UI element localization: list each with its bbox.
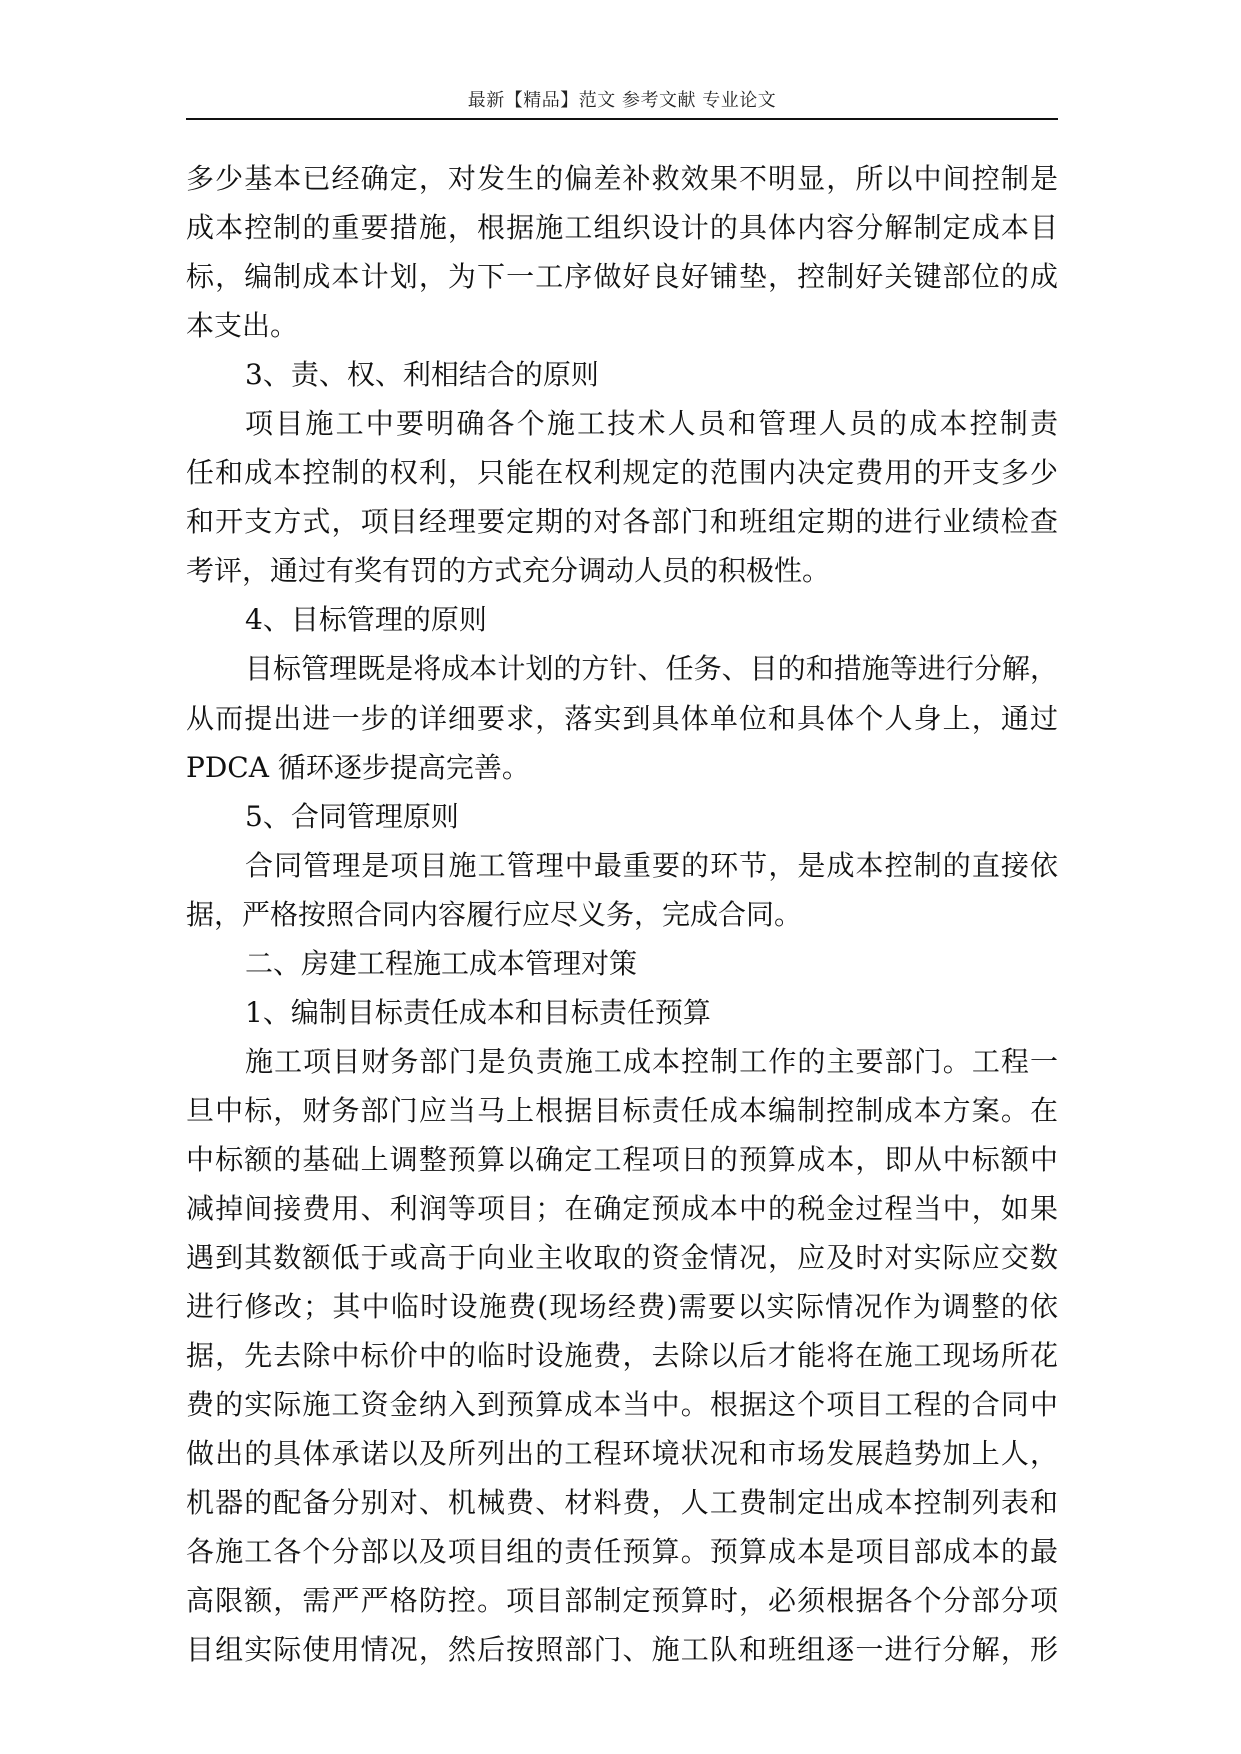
text-line: 合同管理是项目施工管理中最重要的环节，是成本控制的直接依 (245, 848, 1058, 882)
text-line: PDCA 循环逐步提高完善。 (186, 750, 530, 784)
text-line: 各施工各个分部以及项目组的责任预算。预算成本是项目部成本的最 (186, 1535, 1058, 1569)
text-line: 本支出。 (186, 309, 299, 343)
text-line: 目标管理既是将成本计划的方针、任务、目的和措施等进行分解， (245, 652, 1058, 686)
text-line: 施工项目财务部门是负责施工成本控制工作的主要部门。工程一 (245, 1044, 1058, 1078)
header-divider (186, 118, 1058, 120)
text-line: 任和成本控制的权利，只能在权利规定的范围内决定费用的开支多少 (186, 456, 1058, 490)
text-line: 成本控制的重要措施，根据施工组织设计的具体内容分解制定成本目 (186, 211, 1058, 245)
document-body (186, 154, 1058, 1674)
text-line: 项目施工中要明确各个施工技术人员和管理人员的成本控制责 (245, 407, 1058, 441)
text-line: 据，严格按照合同内容履行应尽义务，完成合同。 (186, 897, 803, 931)
text-line: 考评，通过有奖有罚的方式充分调动人员的积极性。 (186, 554, 831, 588)
text-line: 进行修改；其中临时设施费(现场经费)需要以实际情况作为调整的依 (186, 1290, 1058, 1324)
text-line: 目组实际使用情况，然后按照部门、施工队和班组逐一进行分解，形 (186, 1633, 1058, 1667)
text-line: 二、房建工程施工成本管理对策 (245, 946, 638, 980)
text-line: 和开支方式，项目经理要定期的对各部门和班组定期的进行业绩检查 (186, 505, 1058, 539)
text-line: 高限额，需严严格防控。项目部制定预算时，必须根据各个分部分项 (186, 1584, 1058, 1618)
text-line: 中标额的基础上调整预算以确定工程项日的预算成本，即从中标额中 (186, 1142, 1058, 1176)
text-line: 做出的具体承诺以及所列出的工程环境状况和市场发展趋势加上人， (186, 1437, 1058, 1471)
text-line: 标，编制成本计划，为下一工序做好良好铺垫，控制好关键部位的成 (186, 260, 1058, 294)
text-line: 4、目标管理的原则 (245, 603, 487, 637)
text-line: 据，先去除中标价中的临时设施费，去除以后才能将在施工现场所花 (186, 1339, 1058, 1373)
text-line: 3、责、权、利相结合的原则 (245, 358, 599, 392)
text-line: 减掉间接费用、利润等项目；在确定预成本中的税金过程当中，如果 (186, 1191, 1058, 1225)
text-line: 费的实际施工资金纳入到预算成本当中。根据这个项目工程的合同中 (186, 1388, 1058, 1422)
text-line: 旦中标，财务部门应当马上根据目标责任成本编制控制成本方案。在 (186, 1093, 1058, 1127)
text-line: 多少基本已经确定，对发生的偏差补救效果不明显，所以中间控制是 (186, 162, 1058, 195)
text-line: 5、合同管理原则 (245, 799, 459, 833)
page-header: 最新【精品】范文 参考文献 专业论文 (467, 90, 777, 111)
text-line: 从而提出进一步的详细要求，落实到具体单位和具体个人身上，通过 (186, 701, 1058, 735)
text-line: 机器的配备分别对、机械费、材料费，人工费制定出成本控制列表和 (186, 1486, 1058, 1520)
text-line: 1、编制目标责任成本和目标责任预算 (245, 995, 711, 1029)
text-line: 遇到其数额低于或高于向业主收取的资金情况，应及时对实际应交数 (186, 1241, 1058, 1275)
